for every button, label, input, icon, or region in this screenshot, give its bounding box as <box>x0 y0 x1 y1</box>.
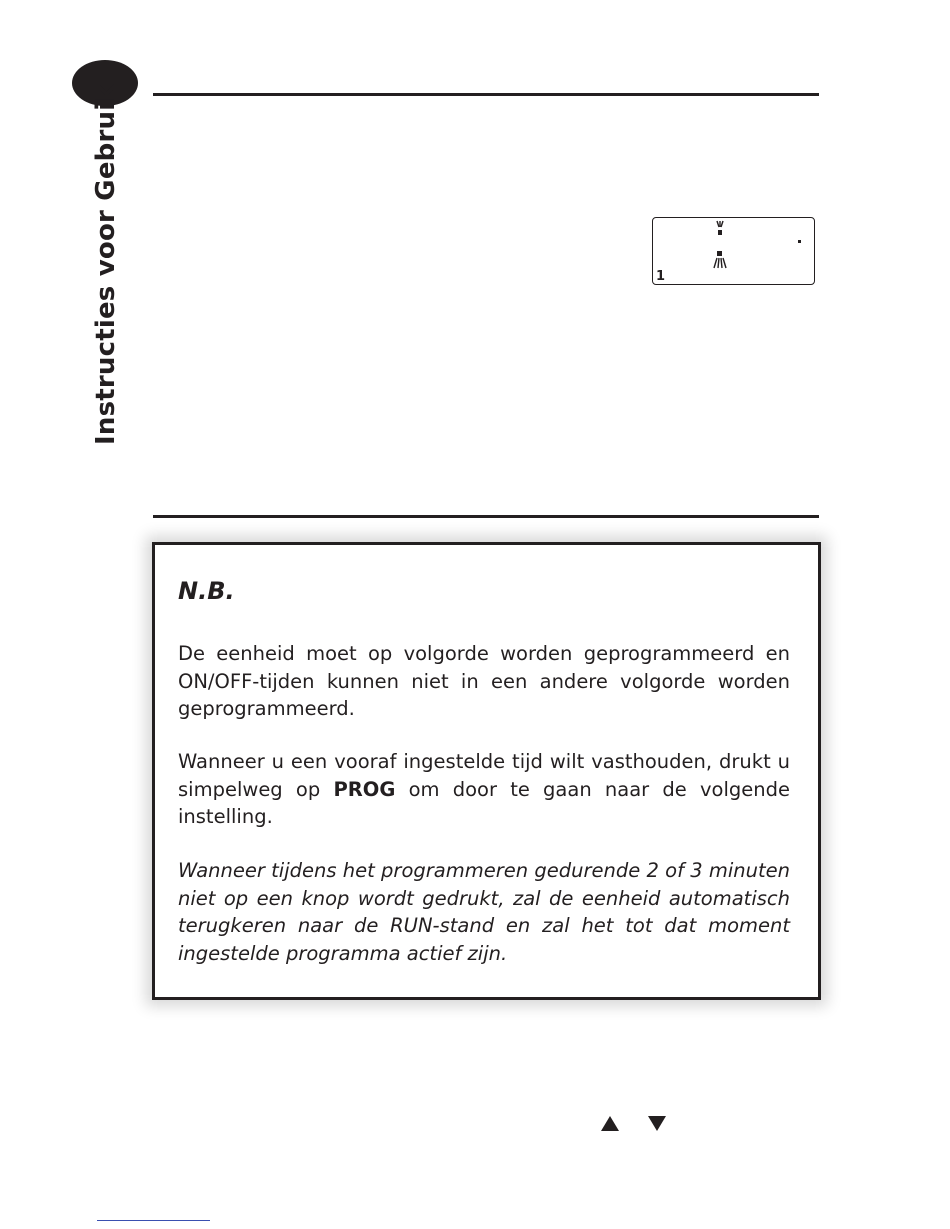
note-paragraph-3: Wanneer tijdens het programmeren gedurende 2 of 3 minuten niet op een knop wordt gedrukt, zal de eenheid automatisch terugkeren naar de RUN-stand en zal het tot dat moment ingestelde programma actief zijn. <box>178 859 790 965</box>
note-paragraph-2-start: Wanneer u een vooraf ingestelde tijd wilt vasthouden, drukt u simpelweg op <box>178 750 790 801</box>
lcd-display <box>652 217 815 285</box>
note-title: N.B. <box>178 577 235 605</box>
down-arrow-icon <box>648 1116 666 1131</box>
note-paragraph-2-end: om door te gaan naar de volgende instelling. <box>178 777 790 828</box>
lcd-dot <box>798 240 801 243</box>
prog-keyword: PROG <box>333 777 396 801</box>
up-arrow-icon <box>601 1116 619 1131</box>
note-box <box>152 542 821 1000</box>
side-title: Instructies voor Gebruik <box>91 84 121 445</box>
top-rule <box>153 93 819 96</box>
station-number: 1 <box>656 269 666 284</box>
footer-line <box>97 1220 210 1221</box>
middle-rule <box>153 515 819 518</box>
note-paragraph-2 <box>178 748 790 831</box>
sprinkler-icon <box>653 218 814 284</box>
note-paragraph-1: De eenheid moet op volgorde worden geprogrammeerd en ON/OFF-tijden kunnen niet in een andere volgorde worden geprogrammeerd. <box>178 642 790 720</box>
